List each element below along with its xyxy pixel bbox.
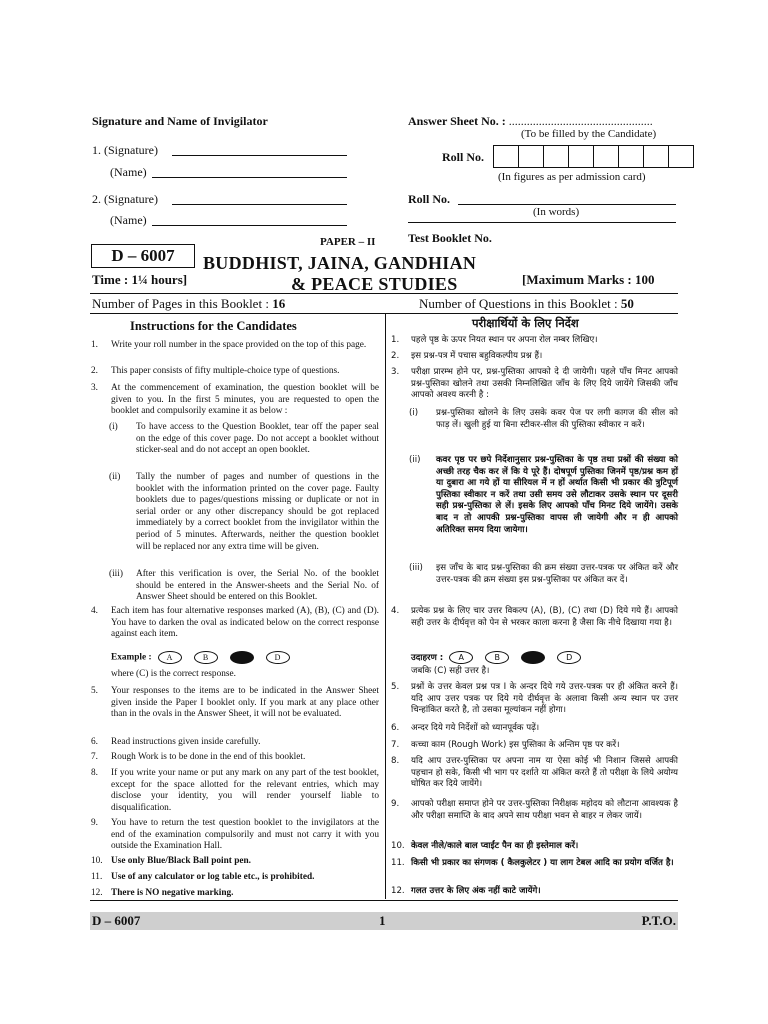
hindi-item-number: 6.	[391, 723, 400, 733]
english-item-text: Your responses to the items are to be indicated in the Answer Sheet given inside the Paper I booklet only. If you mark at any place other than in the ovals in the Answer Sheet, it will not be evaluated.	[111, 686, 379, 720]
roll-no-box[interactable]	[668, 145, 694, 168]
roll-no-box[interactable]	[593, 145, 619, 168]
english-item-text: You have to return the test question booklet to the invigilators at the end of the examination compulsorily and must not carry it with you outside the Examination Hall.	[111, 818, 379, 852]
english-item-number: 6.	[91, 737, 98, 747]
example-oval-d: D	[266, 651, 290, 664]
english-item-text: There is NO negative marking.	[111, 888, 234, 898]
title-rule	[90, 293, 678, 294]
page-number: 1	[379, 913, 386, 928]
english-item-text: Tally the number of pages and number of questions in the booklet with the information printed on the cover page. Faulty booklets due to pages/questions missing or duplicate or not in serial order or any other discrepancy should be got replaced immediately by a correct booklet from the invigilator within the period of 5 minutes. Afterwards, neither the question booklet will be replaced nor any extra time will be given.	[136, 472, 379, 552]
max-marks: [Maximum Marks : 100	[522, 272, 655, 287]
questions-count	[419, 296, 634, 312]
column-divider	[385, 314, 386, 899]
footer-rule	[90, 900, 678, 901]
in-words-hint: (In words)	[533, 206, 580, 218]
hindi-item-text: कच्चा काम (Rough Work) इस पुस्तिका के अन्तिम पृष्ठ पर करें।	[411, 740, 620, 750]
footer-bar	[90, 912, 678, 930]
hindi-item-number: 1.	[391, 335, 400, 345]
hindi-item-text: जबकि (C) सही उत्तर है।	[411, 666, 490, 676]
english-item-text: where (C) is the correct response.	[111, 669, 236, 679]
english-item-number: 5.	[91, 686, 98, 696]
english-item-number: 8.	[91, 768, 98, 778]
example-oval-b: B	[194, 651, 218, 664]
hindi-item-number: 5.	[391, 682, 400, 692]
to-be-filled-note: (To be filled by the Candidate)	[521, 128, 657, 140]
hindi-item-text: प्रत्येक प्रश्न के लिए चार उत्तर विकल्प (A), (B), (C) तथा (D) दिये गये हैं। आपको सही उत्तर के दीर्घवृत्त को पेन से भरकर काला करना है जैसा कि नीचे दिखाया गया है।	[411, 606, 678, 628]
invigilator-title: Signature and Name of Invigilator	[92, 114, 268, 128]
hindi-item-text: इस प्रश्न-पत्र में पचास बहुविकल्पीय प्रश्न हैं।	[411, 351, 543, 361]
name-1-label: (Name)	[110, 165, 147, 179]
instructions-top-rule	[90, 313, 678, 314]
hindi-item-number: 7.	[391, 740, 400, 750]
hindi-item-number: (iii)	[409, 563, 423, 573]
pages-count	[92, 296, 285, 312]
english-item-text: Rough Work is to be done in the end of this booklet.	[111, 752, 306, 762]
hindi-item-text: किसी भी प्रकार का संगणक ( कैलकुलेटर ) या लाग टेबल आदि का प्रयोग वर्जित है।	[411, 858, 674, 868]
english-item-text: To have access to the Question Booklet, tear off the paper seal on the edge of this cover page. Do not accept a booklet without sticker-seal and do not accept an open booklet.	[136, 422, 379, 456]
roll-no-box[interactable]	[518, 145, 544, 168]
booklet-code: D – 6007	[91, 244, 195, 268]
roll-no-box[interactable]	[568, 145, 594, 168]
hindi-item-text: आपको परीक्षा समाप्त होने पर उत्तर-पुस्तिका निरीक्षक महोदय को लौटाना आवश्यक है और परीक्षा समाप्ति के बाद अपने साथ परीक्षा भवन से बाहर न लेकर जायें।	[411, 799, 678, 821]
test-booklet-no: Test Booklet No.	[408, 231, 492, 245]
signature-2-label: 2. (Signature)	[92, 192, 158, 206]
hindi-item-number: 2.	[391, 351, 400, 361]
example-oval-c	[230, 651, 254, 664]
hindi-item-number: 4.	[391, 606, 400, 616]
example-oval-d: D	[557, 651, 581, 664]
roll-no-label: Roll No.	[442, 150, 484, 164]
roll-no-words-label: Roll No.	[408, 192, 450, 206]
header-rule	[408, 222, 676, 223]
pto-label: P.T.O.	[641, 913, 676, 928]
hindi-item-text: यदि आप उत्तर-पुस्तिका पर अपना नाम या ऐसा कोई भी निशान जिससे आपकी पहचान हो सके, किसी भी भाग पर दर्शाते या अंकित करते हैं तो परीक्षा के लिये अयोग्य घोषित कर दिये जायेंगे।	[411, 756, 678, 790]
hindi-item-text: उदाहरण : A B D	[411, 651, 678, 665]
hindi-item-text: गलत उत्तर के लिए अंक नहीं काटे जायेंगे।	[411, 886, 541, 896]
roll-no-box[interactable]	[618, 145, 644, 168]
pages-label: Number of Pages in this Booklet :	[92, 296, 273, 311]
hindi-item-text: परीक्षा प्रारम्भ होने पर, प्रश्न-पुस्तिका आपको दे दी जायेगी। पहले पाँच मिनट आपको प्रश्न-पुस्तिका खोलने तथा उसकी निम्नलिखित जाँच के लिए दिये जायेंगे जिसकी जाँच आपको अवश्य करनी है :	[411, 367, 678, 401]
roll-no-box[interactable]	[543, 145, 569, 168]
english-item-number: 9.	[91, 818, 98, 828]
english-heading: Instructions for the Candidates	[130, 319, 297, 333]
english-item-number: 12.	[91, 888, 103, 898]
questions-label: Number of Questions in this Booklet :	[419, 296, 621, 311]
hindi-item-number: 8.	[391, 756, 400, 766]
hindi-item-number: 10.	[391, 841, 405, 851]
hindi-item-number: 12.	[391, 886, 405, 896]
signature-2-line[interactable]	[172, 204, 347, 205]
english-item-text: Each item has four alternative responses marked (A), (B), (C) and (D). You have to darken the oval as indicated below on the correct response against each item.	[111, 606, 379, 640]
hindi-item-text: इस जाँच के बाद प्रश्न-पुस्तिका की क्रम संख्या उत्तर-पत्रक पर अंकित करें और उत्तर-पत्रक की क्रम संख्या इस प्रश्न-पुस्तिका पर अंकित कर दें।	[436, 563, 678, 585]
hindi-item-text: केवल नीले/काले बाल प्वाईंट पैन का ही इस्तेमाल करें।	[411, 841, 579, 851]
pages-value: 16	[272, 296, 286, 311]
english-item-text: Example : A B D	[111, 651, 379, 664]
signature-1-line[interactable]	[172, 155, 347, 156]
signature-1-label: 1. (Signature)	[92, 143, 158, 157]
answer-sheet-field[interactable]: ................................................	[508, 114, 653, 128]
english-item-text: Read instructions given inside carefully.	[111, 737, 261, 747]
example-oval-b: B	[485, 651, 509, 664]
english-item-number: 11.	[91, 872, 103, 882]
english-item-number: (i)	[109, 422, 118, 432]
roll-no-hint: (In figures as per admission card)	[498, 171, 646, 183]
time-label: Time : 1¼ hours]	[92, 272, 188, 287]
english-item-text: This paper consists of fifty multiple-choice type of questions.	[111, 366, 340, 376]
english-item-text: Write your roll number in the space provided on the top of this page.	[111, 340, 367, 350]
roll-no-words-line[interactable]	[458, 204, 676, 205]
example-oval-c	[521, 651, 545, 664]
roll-no-boxes	[494, 145, 694, 173]
paper-title-line2: & PEACE STUDIES	[291, 274, 458, 294]
english-item-text: After this verification is over, the Serial No. of the booklet should be entered in the Answer-sheets and the Serial No. of Answer Sheet should be entered on this Booklet.	[136, 569, 379, 603]
english-item-number: 7.	[91, 752, 98, 762]
answer-sheet-label: Answer Sheet No. :	[408, 114, 506, 128]
example-oval-a: A	[158, 651, 182, 664]
hindi-item-number: (i)	[409, 408, 419, 418]
english-item-number: 2.	[91, 366, 98, 376]
name-2-line[interactable]	[152, 225, 347, 226]
hindi-item-text: अन्दर दिये गये निर्देशों को ध्यानपूर्वक पढ़ें।	[411, 723, 540, 733]
english-item-number: 1.	[91, 340, 98, 350]
paper-title-line1: BUDDHIST, JAINA, GANDHIAN	[203, 253, 477, 273]
hindi-item-text: प्रश्न-पुस्तिका खोलने के लिए उसके कवर पेज पर लगी कागज की सील को फाड़ लें। खुली हुई या बिना स्टीकर-सील की पुस्तिका स्वीकार न करें।	[436, 408, 678, 430]
english-item-number: (ii)	[109, 472, 121, 482]
english-item-text: Use of any calculator or log table etc., is prohibited.	[111, 872, 315, 882]
roll-no-box[interactable]	[493, 145, 519, 168]
name-2-label: (Name)	[110, 213, 147, 227]
hindi-item-text: पहले पृष्ठ के ऊपर नियत स्थान पर अपना रोल नम्बर लिखिए।	[411, 335, 598, 345]
hindi-item-text: प्रश्नों के उत्तर केवल प्रश्न पत्र I के अन्दर दिये गये उत्तर-पत्रक पर ही अंकित करने हैं। यदि आप उत्तर पत्रक पर दिये गये दीर्घवृत्त के अलावा किसी अन्य स्थान पर उत्तर चिन्हांकित करते है, तो उसका मूल्यांकन नहीं होगा।	[411, 682, 678, 716]
hindi-item-text: कवर पृष्ठ पर छपे निर्देशानुसार प्रश्न-पुस्तिका के पृष्ठ तथा प्रश्नों की संख्या को अच्छी तरह चैक कर लें कि ये पूरे हैं। दोषपूर्ण पुस्तिका जिनमें पृष्ठ/प्रश्न कम हों या दुबारा आ गये हों या सीरियल में न हों अर्थात किसी भी प्रकार की त्रुटिपूर्ण पुस्तिका स्वीकार न करें तथा उसी समय उसे लौटाकर उसके स्थान पर दूसरी सही प्रश्न-पुस्तिका ले लें। इसके लिए आपको पाँच मिनट दिये जायेंगे। उसके बाद न तो आपकी प्रश्न-पुस्तिका वापस ली जायेगी और न ही आपको अतिरिक्त समय दिया जायेगा।	[436, 455, 678, 535]
answer-sheet-no	[408, 114, 653, 129]
paper-label: PAPER – II	[320, 236, 376, 248]
hindi-item-number: 3.	[391, 367, 400, 377]
english-item-text: At the commencement of examination, the question booklet will be given to you. In the first 5 minutes, you are requested to open the booklet and compulsorily examine it as below :	[111, 383, 379, 417]
example-oval-a: A	[449, 651, 473, 664]
english-item-number: 3.	[91, 383, 98, 393]
english-item-number: 4.	[91, 606, 98, 616]
hindi-item-number: 9.	[391, 799, 400, 809]
footer-code: D – 6007	[92, 913, 141, 928]
english-item-text: Use only Blue/Black Ball point pen.	[111, 856, 251, 866]
roll-no-box[interactable]	[643, 145, 669, 168]
english-item-number: (iii)	[109, 569, 123, 579]
hindi-heading: परीक्षार्थियों के लिए निर्देश	[472, 316, 579, 330]
english-item-text: If you write your name or put any mark on any part of the test booklet, except for the space allotted for the relevant entries, which may disclose your identity, you will render yourself liable to disqualification.	[111, 768, 379, 813]
hindi-item-number: 11.	[391, 858, 405, 868]
questions-value: 50	[620, 296, 634, 311]
english-item-number: 10.	[91, 856, 103, 866]
name-1-line[interactable]	[152, 177, 347, 178]
hindi-item-number: (ii)	[409, 455, 421, 465]
